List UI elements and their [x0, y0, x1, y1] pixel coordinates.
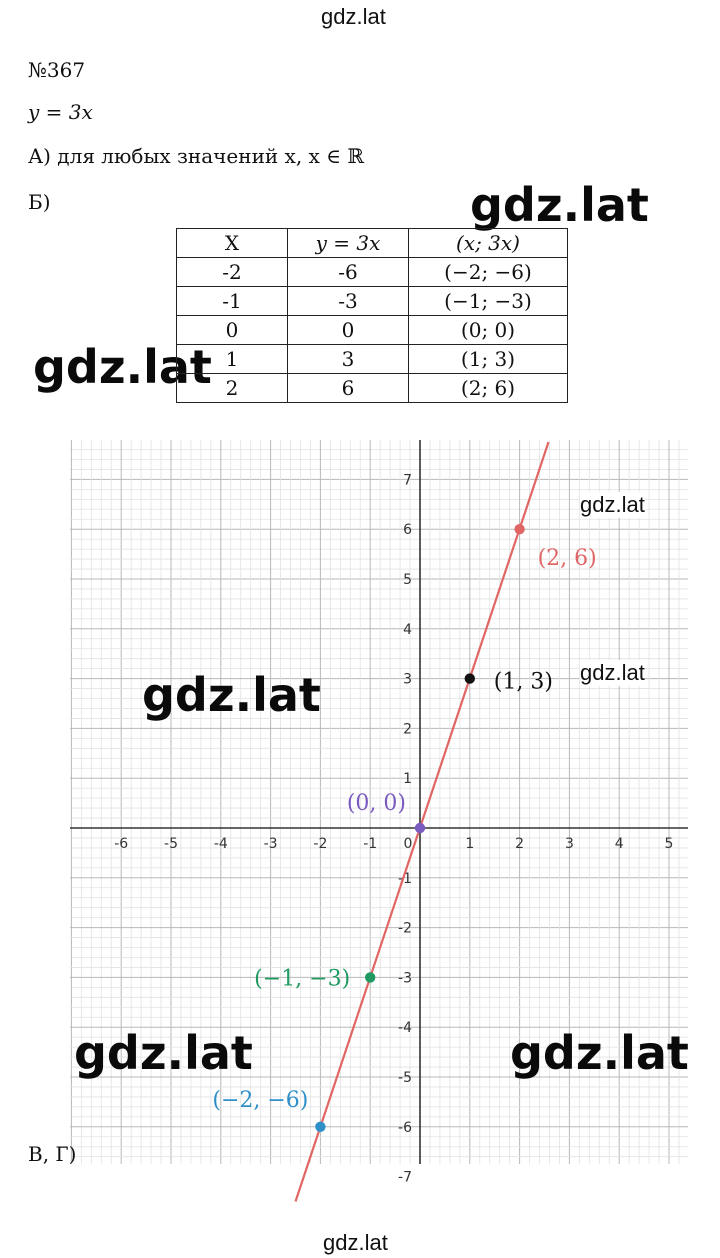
x-tick-label: -6	[114, 836, 129, 852]
table-cell: 6	[288, 374, 409, 403]
table-cell: 1	[177, 345, 288, 374]
point-label: (0, 0)	[346, 791, 406, 816]
x-tick-label: 1	[465, 836, 475, 852]
watermark-graph-big-3: gdz.lat	[510, 1026, 689, 1080]
point-label: (−2, −6)	[212, 1087, 309, 1113]
point-marker	[365, 972, 375, 982]
point-marker	[465, 673, 475, 683]
y-tick-label: -2	[398, 920, 412, 937]
watermark-big-2: gdz.lat	[33, 340, 212, 394]
table-row	[177, 258, 568, 287]
watermark-graph-1: gdz.lat	[580, 492, 645, 517]
y-tick-label: -4	[398, 1020, 412, 1037]
point-label: (1, 3)	[493, 669, 553, 695]
graph-line-y-3x	[296, 442, 549, 1201]
x-tick-label: 2	[515, 836, 525, 852]
point-marker	[415, 823, 425, 833]
table-header-row	[177, 229, 568, 258]
x-tick-label: -4	[213, 836, 228, 852]
table-cell: (2; 6)	[409, 374, 568, 403]
table-cell: -2	[177, 258, 288, 287]
table-cell: -3	[288, 287, 409, 316]
y-tick-label: 6	[403, 522, 412, 539]
x-tick-label: 5	[664, 836, 674, 852]
table-header: (x; 3x)	[409, 229, 568, 258]
point-marker	[315, 1122, 325, 1132]
y-tick-label: 5	[403, 572, 412, 588]
table-cell: (1; 3)	[409, 345, 568, 374]
y-tick-label: -6	[398, 1119, 412, 1136]
table-row	[177, 374, 568, 403]
x-tick-label: -3	[263, 836, 278, 852]
table-cell: 2	[177, 374, 288, 403]
y-tick-label: -3	[398, 970, 412, 987]
watermark-graph-big-1: gdz.lat	[142, 668, 321, 722]
table-cell: 3	[288, 345, 409, 374]
table-cell: 0	[177, 316, 288, 345]
y-tick-label: 2	[403, 721, 412, 738]
point-marker	[514, 524, 524, 534]
table-cell: -1	[177, 287, 288, 316]
watermark-graph-big-2: gdz.lat	[74, 1026, 253, 1080]
x-tick-label: -5	[164, 836, 178, 852]
table-cell: -6	[288, 258, 409, 287]
table-row	[177, 316, 568, 345]
y-tick-label: 3	[403, 671, 412, 688]
y-tick-label: 1	[403, 771, 412, 788]
y-tick-label: -7	[398, 1169, 412, 1186]
y-tick-label: -1	[398, 870, 412, 887]
problem-number: №367	[28, 58, 86, 82]
point-label: (−1, −3)	[254, 966, 351, 992]
y-tick-label: 7	[403, 472, 412, 489]
part-a-text: А) для любых значений x, x ∈ ℝ	[28, 144, 364, 168]
x-tick-label: 0	[403, 836, 413, 852]
x-tick-label: 4	[614, 836, 624, 852]
point-label: (2, 6)	[537, 546, 597, 572]
y-tick-label: -5	[398, 1070, 412, 1086]
watermark-bottom: gdz.lat	[323, 1230, 388, 1255]
problem-equation: y = 3x	[28, 100, 93, 124]
table-row	[177, 345, 568, 374]
table-row	[177, 287, 568, 316]
table-header: X	[177, 229, 288, 258]
part-vg-label: В, Г)	[28, 1142, 77, 1166]
table-header: y = 3x	[288, 229, 409, 258]
watermark-graph-2: gdz.lat	[580, 660, 645, 685]
table-cell: (−2; −6)	[409, 258, 568, 287]
y-tick-label: 4	[403, 621, 412, 638]
table-cell: (0; 0)	[409, 316, 568, 345]
values-table	[176, 228, 568, 403]
table-cell: 0	[288, 316, 409, 345]
x-tick-label: 3	[564, 836, 574, 852]
table-cell: (−1; −3)	[409, 287, 568, 316]
part-b-label: Б)	[28, 190, 51, 214]
x-tick-label: -1	[363, 836, 378, 852]
watermark-big-1: gdz.lat	[470, 178, 649, 232]
x-tick-label: -2	[313, 836, 328, 852]
watermark-top: gdz.lat	[321, 4, 386, 29]
